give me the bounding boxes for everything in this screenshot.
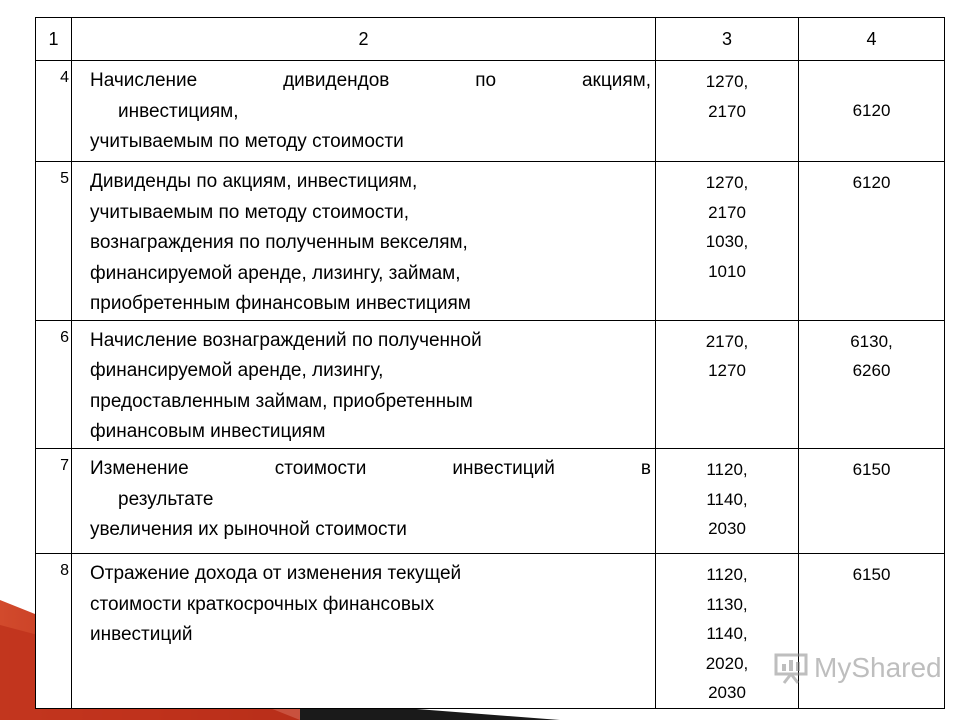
- description-word: по: [475, 70, 497, 92]
- description-line: инвестициям,: [118, 100, 239, 122]
- row-description: [72, 162, 656, 321]
- description-word: в: [640, 458, 651, 480]
- table-row: [36, 162, 945, 321]
- row-description: [72, 449, 656, 554]
- header-cell: 4: [799, 18, 945, 61]
- description-line: [90, 66, 651, 97]
- row-number: 8: [36, 554, 72, 709]
- code-value: 1270: [708, 361, 746, 381]
- code-value: 1270,: [705, 72, 749, 92]
- description-line: [90, 454, 651, 485]
- code-value: 2170,: [705, 331, 749, 351]
- account-value: 6150: [852, 460, 891, 480]
- header-cell: 1: [36, 18, 72, 61]
- description-word: Начисление: [90, 70, 198, 92]
- description-word: инвестиций: [452, 458, 555, 480]
- description-line: финансируемой аренде, лизингу,: [90, 360, 384, 382]
- description-line: увеличения их рыночной стоимости: [90, 519, 407, 541]
- description-line: предоставленным займам, приобретенным: [90, 390, 473, 412]
- row-description: [72, 320, 656, 448]
- code-cell: [656, 162, 799, 321]
- description-line: инвестиций: [90, 624, 193, 646]
- code-value: 2170: [708, 101, 746, 121]
- watermark: [774, 652, 942, 684]
- account-cell: [799, 162, 945, 321]
- code-cell: [656, 554, 799, 709]
- account-value: 6120: [852, 101, 891, 121]
- account-cell: [799, 61, 945, 162]
- transactions-table: [35, 17, 945, 709]
- account-value: 6260: [852, 361, 891, 381]
- description-line: стоимости краткосрочных финансовых: [90, 593, 435, 615]
- description-line: результате: [118, 488, 214, 510]
- code-cell: [656, 320, 799, 448]
- table-row: [36, 554, 945, 709]
- description-line: финансируемой аренде, лизингу, займам,: [90, 262, 461, 284]
- watermark-text: MyShared: [814, 652, 942, 683]
- header-row: [36, 18, 945, 61]
- presentation-board-icon: [774, 652, 808, 684]
- header-cell: 2: [72, 18, 656, 61]
- code-value: 1030,: [705, 232, 749, 252]
- row-number: 7: [36, 449, 72, 554]
- description-line: приобретенным финансовым инвестициям: [90, 293, 471, 315]
- account-value: 6120: [852, 173, 891, 193]
- code-value: 1130,: [706, 594, 748, 614]
- table-row: [36, 320, 945, 448]
- account-cell: [799, 554, 945, 709]
- account-value: 6130,: [850, 331, 893, 351]
- description-line: вознаграждения по полученным векселям,: [90, 232, 468, 254]
- row-description: [72, 61, 656, 162]
- header-cell: 3: [656, 18, 799, 61]
- code-value: 1120,: [706, 460, 748, 480]
- description-word: акциям,: [581, 70, 651, 92]
- account-value: 6150: [852, 565, 891, 585]
- row-number: 6: [36, 320, 72, 448]
- code-cell: [656, 61, 799, 162]
- description-line: учитываемым по методу стоимости,: [90, 201, 409, 223]
- description-line: Дивиденды по акциям, инвестициям,: [90, 171, 418, 193]
- code-value: 2030: [708, 519, 746, 539]
- row-number: 5: [36, 162, 72, 321]
- description-line: Начисление вознаграждений по полученной: [90, 329, 482, 351]
- description-line: финансовым инвестициям: [90, 421, 326, 443]
- description-word: стоимости: [274, 458, 367, 480]
- account-cell: [799, 320, 945, 448]
- code-value: 1140,: [706, 624, 748, 644]
- description-word: дивидендов: [283, 70, 390, 92]
- code-value: 1010: [708, 261, 746, 281]
- code-value: 1140,: [706, 489, 748, 509]
- code-value: 1120,: [706, 565, 748, 585]
- description-line: учитываемым по методу стоимости: [90, 131, 404, 153]
- code-value: 1270,: [705, 173, 749, 193]
- code-value: 2020,: [705, 653, 749, 673]
- code-value: 2030: [708, 683, 746, 703]
- account-cell: [799, 449, 945, 554]
- description-word: Изменение: [90, 458, 189, 480]
- table-row: [36, 449, 945, 554]
- row-description: [72, 554, 656, 709]
- code-cell: [656, 449, 799, 554]
- row-number: 4: [36, 61, 72, 162]
- code-value: 2170: [708, 202, 746, 222]
- description-line: Отражение дохода от изменения текущей: [90, 563, 462, 585]
- table-row: [36, 61, 945, 162]
